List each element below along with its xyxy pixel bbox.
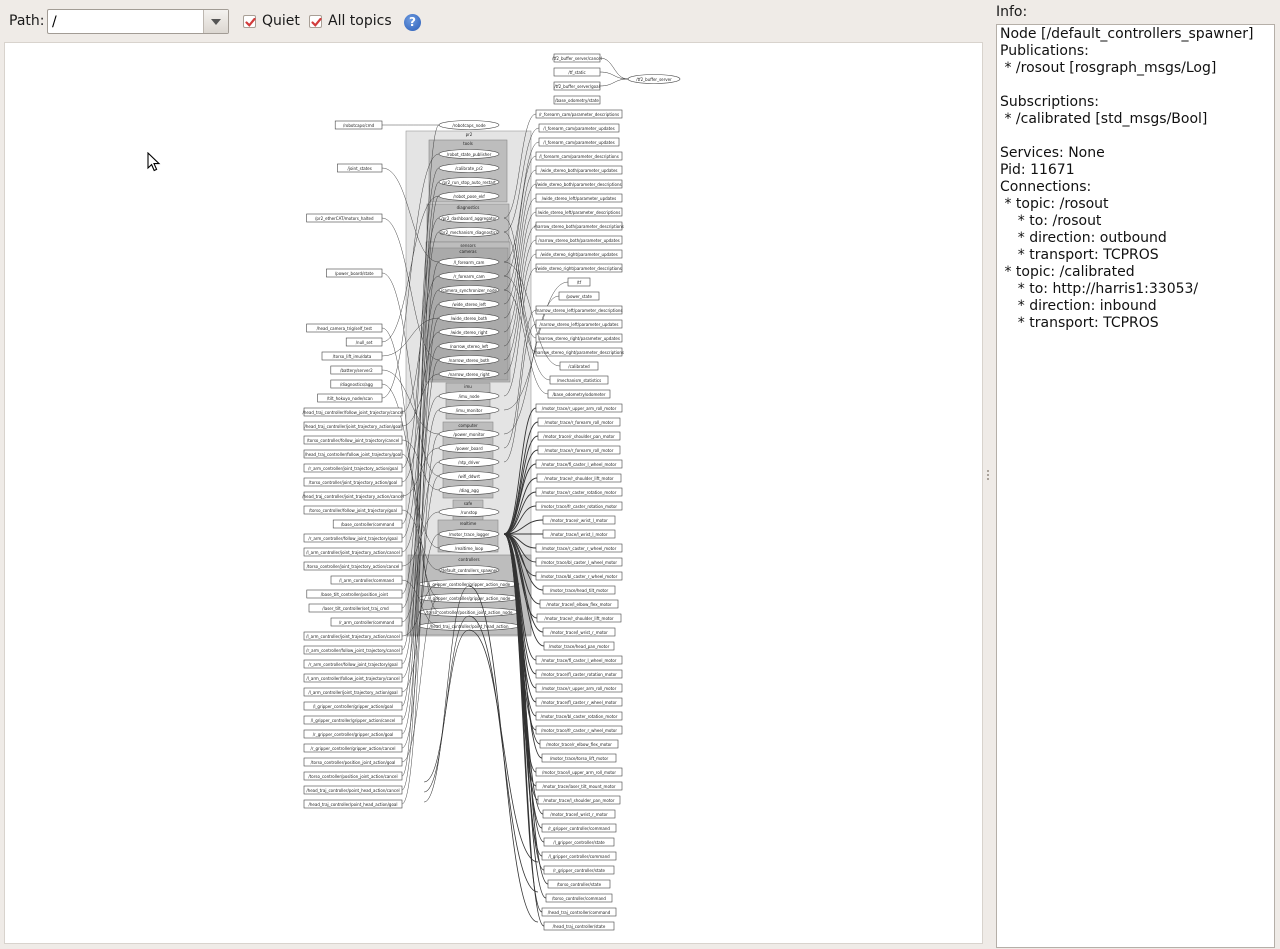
graph-label: /calibrate_pr2 <box>455 165 483 171</box>
path-label: Path: <box>9 13 45 29</box>
graph-label: /narrow_stereo_right/parameter_updates <box>538 335 620 341</box>
graph-label: tools <box>463 141 473 146</box>
graph-label: /l_forearm_cam/parameter_updates <box>543 125 615 131</box>
graph-canvas[interactable] <box>4 42 983 944</box>
panel-splitter-handle[interactable] <box>987 470 990 480</box>
graph-label: /base_odometry/state <box>555 97 599 103</box>
graph-edge <box>600 58 628 79</box>
graph-label: /narrow_stereo_both/parameter_updates <box>538 237 620 243</box>
graph-label: imu <box>464 384 472 389</box>
graph-label: /default_controllers_spawner <box>440 567 498 573</box>
graph-label: /head_traj_controller/point_head_action/goal <box>308 801 398 807</box>
graph-label: /wide_stereo_right <box>450 329 488 335</box>
graph-label: /wifi_ddwrt <box>458 473 480 479</box>
graph-label: /tf_static <box>568 69 586 75</box>
graph-label: /narrow_stereo_left/parameter_updates <box>539 321 619 327</box>
graph-label: /power_board/state <box>334 270 374 276</box>
graph-label: /motor_trace/r_forearm_roll_motor <box>544 419 614 425</box>
graph-label: /head_traj_controller/state <box>552 923 606 929</box>
graph-label: /torso_controller/position_joint_action/goal <box>310 759 396 765</box>
graph-label: /r_arm_controller/follow_joint_trajectory/goal <box>308 661 398 667</box>
graph-label: /pr2_etherCAT/motors_halted <box>315 215 374 221</box>
graph-label: realtime <box>459 521 477 526</box>
graph-label: /wide_stereo_left/parameter_descriptions <box>537 209 621 215</box>
graph-label: /wide_stereo_right/parameter_updates <box>540 251 618 257</box>
graph-label: /motor_trace/r_wrist_l_motor <box>550 517 608 523</box>
graph-label: /head_traj_controller/follow_joint_trajectory/goal <box>304 451 402 457</box>
graph-label: /r_arm_controller/follow_joint_trajectory/cancel <box>306 647 400 653</box>
graph-label: /pr2_run_stop_auto_restart <box>442 179 496 185</box>
graph-label: /motor_trace/fl_caster_r_wheel_motor <box>541 699 617 705</box>
graph-label: /r_forearm_cam <box>453 273 485 279</box>
graph-label: /torso_controller/joint_trajectory_action/cancel <box>306 563 400 569</box>
dropdown-arrow-icon[interactable] <box>203 10 228 33</box>
graph-label: /wide_stereo_both <box>450 315 488 321</box>
graph-label: /laser_tilt_controller/set_traj_cmd <box>322 605 389 611</box>
graph-label: /l_arm_controller/joint_trajectory_action/cancel <box>306 633 400 639</box>
graph-label: /tf2_buffer_server/cancel <box>552 55 602 61</box>
graph-label: /l_forearm_cam <box>453 259 485 265</box>
graph-label: /motor_trace/torso_lift_motor <box>549 755 609 761</box>
graph-label: /wide_stereo_left/parameter_updates <box>541 195 617 201</box>
graph-label: sensors <box>460 243 476 248</box>
graph-label: /realtime_loop <box>454 545 484 551</box>
graph-label: /robot_state_publisher <box>446 151 492 157</box>
graph-label: /r_gripper_controller/gripper_action/cancel <box>310 745 396 751</box>
graph-label: /motor_trace_logger <box>448 531 490 537</box>
graph-label: /robot_pose_ekf <box>453 193 485 199</box>
quiet-label[interactable]: Quiet <box>262 13 300 29</box>
graph-label: /head_camera_trig/self_test <box>316 325 373 331</box>
graph-label: /power_state <box>566 293 592 299</box>
graph-label: /motor_trace/l_elbow_flex_motor <box>546 601 612 607</box>
graph-label: /r_arm_controller/joint_trajectory_action/goal <box>308 465 398 471</box>
graph-label: /mechanism_statistics <box>556 377 602 383</box>
graph-label: /r_gripper_controller/gripper_action_node <box>427 595 511 601</box>
info-panel[interactable] <box>996 24 1275 948</box>
graph-label: /l_gripper_controller/command <box>548 853 610 859</box>
all-topics-checkbox[interactable] <box>309 15 322 28</box>
graph-label: /r_arm_controller/follow_joint_trajectory/goal <box>308 535 398 541</box>
graph-label: pr2 <box>465 132 473 137</box>
graph-label: /motor_trace/head_tilt_motor <box>549 587 609 593</box>
graph-label: /l_gripper_controller/gripper_action/goal <box>312 703 394 709</box>
graph-label: /tf2_buffer_server/goal <box>554 83 600 89</box>
graph-label: /l_forearm_cam/parameter_updates <box>543 139 615 145</box>
graph-label: /calibrated <box>568 363 590 369</box>
graph-label: /base_odometry/odometer <box>552 391 606 397</box>
graph-label: /joint_states <box>347 165 372 171</box>
graph-label: /r_arm_controller/command <box>338 619 395 625</box>
graph-label: /narrow_stereo_right <box>448 371 490 377</box>
graph-label: /camera_synchronizer_node <box>440 287 498 293</box>
graph-label: /l_arm_controller/joint_trajectory_action/cancel <box>306 549 400 555</box>
graph-label: /ntp_driver <box>458 459 480 465</box>
graph-label: /motor_trace/fr_caster_r_wheel_motor <box>541 727 617 733</box>
graph-label: /tf2_buffer_server <box>636 76 672 82</box>
graph-label: /l_arm_controller/command <box>339 577 394 583</box>
graph-label: /motor_trace/l_wrist_r_motor <box>550 811 608 817</box>
graph-label: /motor_trace/l_wrist_r_motor <box>550 629 608 635</box>
graph-label: /motor_trace/head_pan_motor <box>548 643 610 649</box>
graph-label: /l_gripper_controller/gripper_action_node <box>427 581 511 587</box>
ros-computation-graph[interactable] <box>4 42 983 944</box>
info-text: Node [/default_controllers_spawner] Publications: * /rosout [rosgraph_msgs/Log] Subscriptions: * /calibrated [std_msgs/Bool] Services: None Pid: 11671 Connections: * topic: /rosout * to: /rosout * direction: outbound * transport: TCPROS * topic: /calibrated * to: http://harris1:33053/ * direction: inbound * transport: TCPROS <box>1000 26 1254 331</box>
graph-label: /motor_trace/bl_caster_l_wheel_motor <box>540 559 618 565</box>
graph-edge <box>600 72 628 79</box>
all-topics-label[interactable]: All topics <box>328 13 392 29</box>
graph-label: /wide_stereo_both/parameter_updates <box>540 167 618 173</box>
graph-label: /tilt_hokuyo_node/scan <box>326 395 373 401</box>
graph-label: /l_gripper_controller/state <box>553 839 605 845</box>
graph-label: /motor_trace/r_elbow_flex_motor <box>546 741 612 747</box>
graph-label: cameras <box>459 249 477 254</box>
graph-label: /motor_trace/r_forearm_roll_motor <box>544 447 614 453</box>
graph-label: /torso_lift_imu/data <box>332 353 372 359</box>
graph-label: /head_traj_controller/command <box>547 909 611 915</box>
graph-label: /r_forearm_cam/parameter_descriptions <box>538 111 620 117</box>
path-combobox[interactable] <box>47 9 229 34</box>
graph-label: /robotcaps_node <box>452 122 486 128</box>
graph-label: /narrow_stereo_both/parameter_descriptions <box>534 223 624 229</box>
graph-label: /r_gripper_controller/command <box>548 825 610 831</box>
graph-label: /l_gripper_controller/gripper_action/cancel <box>310 717 396 723</box>
graph-label: controllers <box>458 557 480 562</box>
graph-label: /l_forearm_cam/parameter_descriptions <box>539 153 619 159</box>
graph-edge <box>424 630 469 782</box>
graph-label: /motor_trace/laser_tilt_mount_motor <box>542 783 616 789</box>
graph-label: /motor_trace/l_shoulder_pan_motor <box>543 797 615 803</box>
graph-label: /motor_trace/r_upper_arm_roll_motor <box>541 685 617 691</box>
graph-label: /torso_controller/position_joint_action/cancel <box>308 773 398 779</box>
graph-label: /tf <box>576 279 582 285</box>
graph-label: /power_monitor <box>453 431 485 437</box>
info-title: Info: <box>996 4 1028 20</box>
graph-label: /torso_controller/position_joint_action_node <box>425 609 513 615</box>
graph-label: /base_controller/command <box>340 521 395 527</box>
graph-label: /motor_trace/r_caster_rotation_motor <box>541 489 617 495</box>
checkmark-icon <box>244 16 257 29</box>
graph-label: /power_board <box>455 445 483 451</box>
graph-label: computer <box>458 423 478 428</box>
graph-label: /l_arm_controller/follow_joint_trajectory/cancel <box>306 675 400 681</box>
graph-label: /l_arm_controller/joint_trajectory_action/goal <box>308 689 398 695</box>
graph-label: /base_tilt_controller/position_joint <box>320 591 389 597</box>
graph-label: /torso_controller/joint_trajectory_action/goal <box>308 479 398 485</box>
graph-label: /torso_controller/follow_joint_trajectory/goal <box>309 507 397 513</box>
graph-label: /narrow_stereo_left/parameter_descriptions <box>535 307 623 313</box>
graph-label: /motor_trace/r_upper_arm_roll_motor <box>541 405 617 411</box>
graph-label: /imu_node <box>458 393 480 399</box>
graph-label: /motor_trace/fr_caster_rotation_motor <box>540 503 618 509</box>
graph-label: /head_traj_controller/follow_joint_trajectory/cancel <box>302 409 404 415</box>
graph-label: /head_traj_controller/point_head_action/cancel <box>306 787 400 793</box>
graph-label: /motor_trace/bl_caster_rotation_motor <box>540 713 618 719</box>
graph-label: /narrow_stereo_right/parameter_descriptions <box>534 349 624 355</box>
graph-label: /head_traj_controller/point_head_action <box>429 623 509 629</box>
graph-label: /motor_trace/l_upper_arm_roll_motor <box>541 769 617 775</box>
graph-label: /motor_trace/fl_caster_l_wheel_motor <box>541 461 617 467</box>
graph-label: /torso_controller/state <box>556 881 602 887</box>
graph-label: safe <box>463 501 473 506</box>
graph-label: /imu_monitor <box>455 407 483 413</box>
graph-label: /pr2_mechanism_diagnostics <box>440 229 498 235</box>
graph-label: /pr2_dashboard_aggregator <box>441 215 497 221</box>
graph-label: /wide_stereo_left <box>452 301 486 307</box>
graph-label: /motor_trace/r_shoulder_pan_motor <box>543 433 615 439</box>
graph-label: /motor_trace/r_shoulder_lift_motor <box>544 615 614 621</box>
graph-label: /robotcaps/cmd <box>343 122 375 128</box>
path-input[interactable] <box>50 12 204 31</box>
graph-label: /motor_trace/r_caster_r_wheel_motor <box>541 545 617 551</box>
graph-label: /runstop <box>460 509 478 515</box>
graph-label: /diag_agg <box>459 487 479 493</box>
graph-label: /motor_trace/fl_caster_rotation_motor <box>541 671 617 677</box>
graph-label: /motor_trace/bl_caster_r_wheel_motor <box>540 573 618 579</box>
graph-label: /motor_trace/r_shoulder_lift_motor <box>544 475 614 481</box>
graph-label: /head_traj_controller/joint_trajectory_action/goal <box>304 423 402 429</box>
graph-label: /r_gripper_controller/state <box>552 867 606 873</box>
checkmark-icon <box>310 16 323 29</box>
graph-label: /torso_controller/command <box>552 895 606 901</box>
graph-label: /wide_stereo_right/parameter_descriptions <box>536 265 622 271</box>
graph-label: /r_gripper_controller/gripper_action/goal <box>312 731 394 737</box>
graph-label: /motor_trace/l_wrist_l_motor <box>550 531 608 537</box>
graph-label: /torso_controller/follow_joint_trajectory/cancel <box>306 437 400 443</box>
graph-label: /wide_stereo_both/parameter_descriptions <box>536 181 622 187</box>
graph-edge <box>600 79 628 86</box>
graph-label: /diagnostics/agg <box>339 381 373 387</box>
graph-label: /motor_trace/fl_caster_l_wheel_motor <box>541 657 617 663</box>
graph-label: /null_set <box>355 339 373 345</box>
graph-label: /narrow_stereo_both <box>448 357 490 363</box>
graph-label: /narrow_stereo_left <box>449 343 489 349</box>
mouse-pointer-icon <box>147 152 161 176</box>
toolbar <box>0 0 990 42</box>
help-icon[interactable]: ? <box>404 14 421 31</box>
quiet-checkbox[interactable] <box>243 15 256 28</box>
graph-label: /head_traj_controller/joint_trajectory_action/cancel <box>302 493 404 499</box>
graph-label: diagnostics <box>456 205 480 210</box>
graph-label: /battery/server2 <box>340 367 373 373</box>
